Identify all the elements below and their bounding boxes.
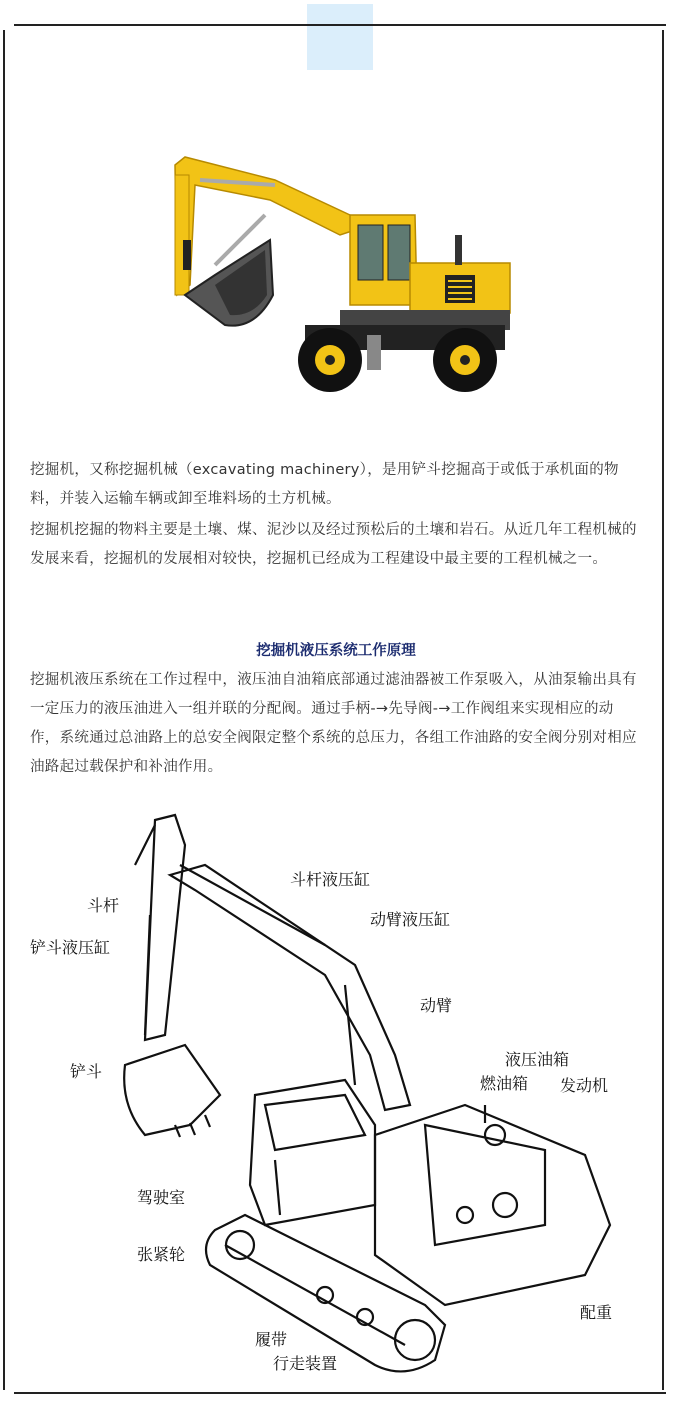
label-counterweight: 配重 xyxy=(580,1303,613,1322)
label-bucket-cylinder: 铲斗液压缸 xyxy=(30,938,111,957)
header-tab-decoration xyxy=(307,4,373,70)
label-stick-cylinder: 斗杆液压缸 xyxy=(290,870,371,889)
intro-paragraph-1: 挖掘机，又称挖掘机械（excavating machinery），是用铲斗挖掘高于或低于承机面的物料，并装入运输车辆或卸至堆料场的土方机械。 xyxy=(30,462,619,507)
top-divider xyxy=(14,24,666,26)
label-track: 履带 xyxy=(255,1330,288,1349)
label-idler: 张紧轮 xyxy=(137,1245,186,1264)
left-border xyxy=(3,30,5,1390)
section-body: 挖掘机液压系统在工作过程中，液压油自油箱底部通过滤油器被工作泵吸入，从油泵输出具有一定压力的液压油进入一组并联的分配阀。通过手柄-→先导阀-→工作阀组来实现相应的动作，系统通过总油路上的总安全阀限定整个系统的总压力，各组工作油路的安全阀分别对相应油路起过载保护和补油作用。 xyxy=(30,672,637,775)
intro-paragraph-2: 挖掘机挖掘的物料主要是土壤、煤、泥沙以及经过预松后的土壤和岩石。从近几年工程机械的发展来看，挖掘机的发展相对较快，挖掘机已经成为工程建设中最主要的工程机械之一。 xyxy=(30,522,637,567)
label-boom-cylinder: 动臂液压缸 xyxy=(370,910,451,929)
label-boom: 动臂 xyxy=(420,996,453,1015)
label-stick: 斗杆 xyxy=(87,896,120,915)
label-engine: 发动机 xyxy=(560,1076,609,1095)
label-hydraulic-oil-tank: 液压油箱 xyxy=(505,1050,570,1069)
label-cab: 驾驶室 xyxy=(137,1188,186,1207)
excavator-illustration xyxy=(155,145,515,405)
bottom-divider xyxy=(14,1392,666,1394)
section-title: 挖掘机液压系统工作原理 xyxy=(256,643,416,659)
label-bucket: 铲斗 xyxy=(70,1062,103,1081)
label-fuel-tank: 燃油箱 xyxy=(480,1074,529,1093)
label-travel-unit: 行走装置 xyxy=(273,1354,338,1373)
excavator-diagram xyxy=(25,805,655,1375)
right-border xyxy=(662,30,664,1390)
